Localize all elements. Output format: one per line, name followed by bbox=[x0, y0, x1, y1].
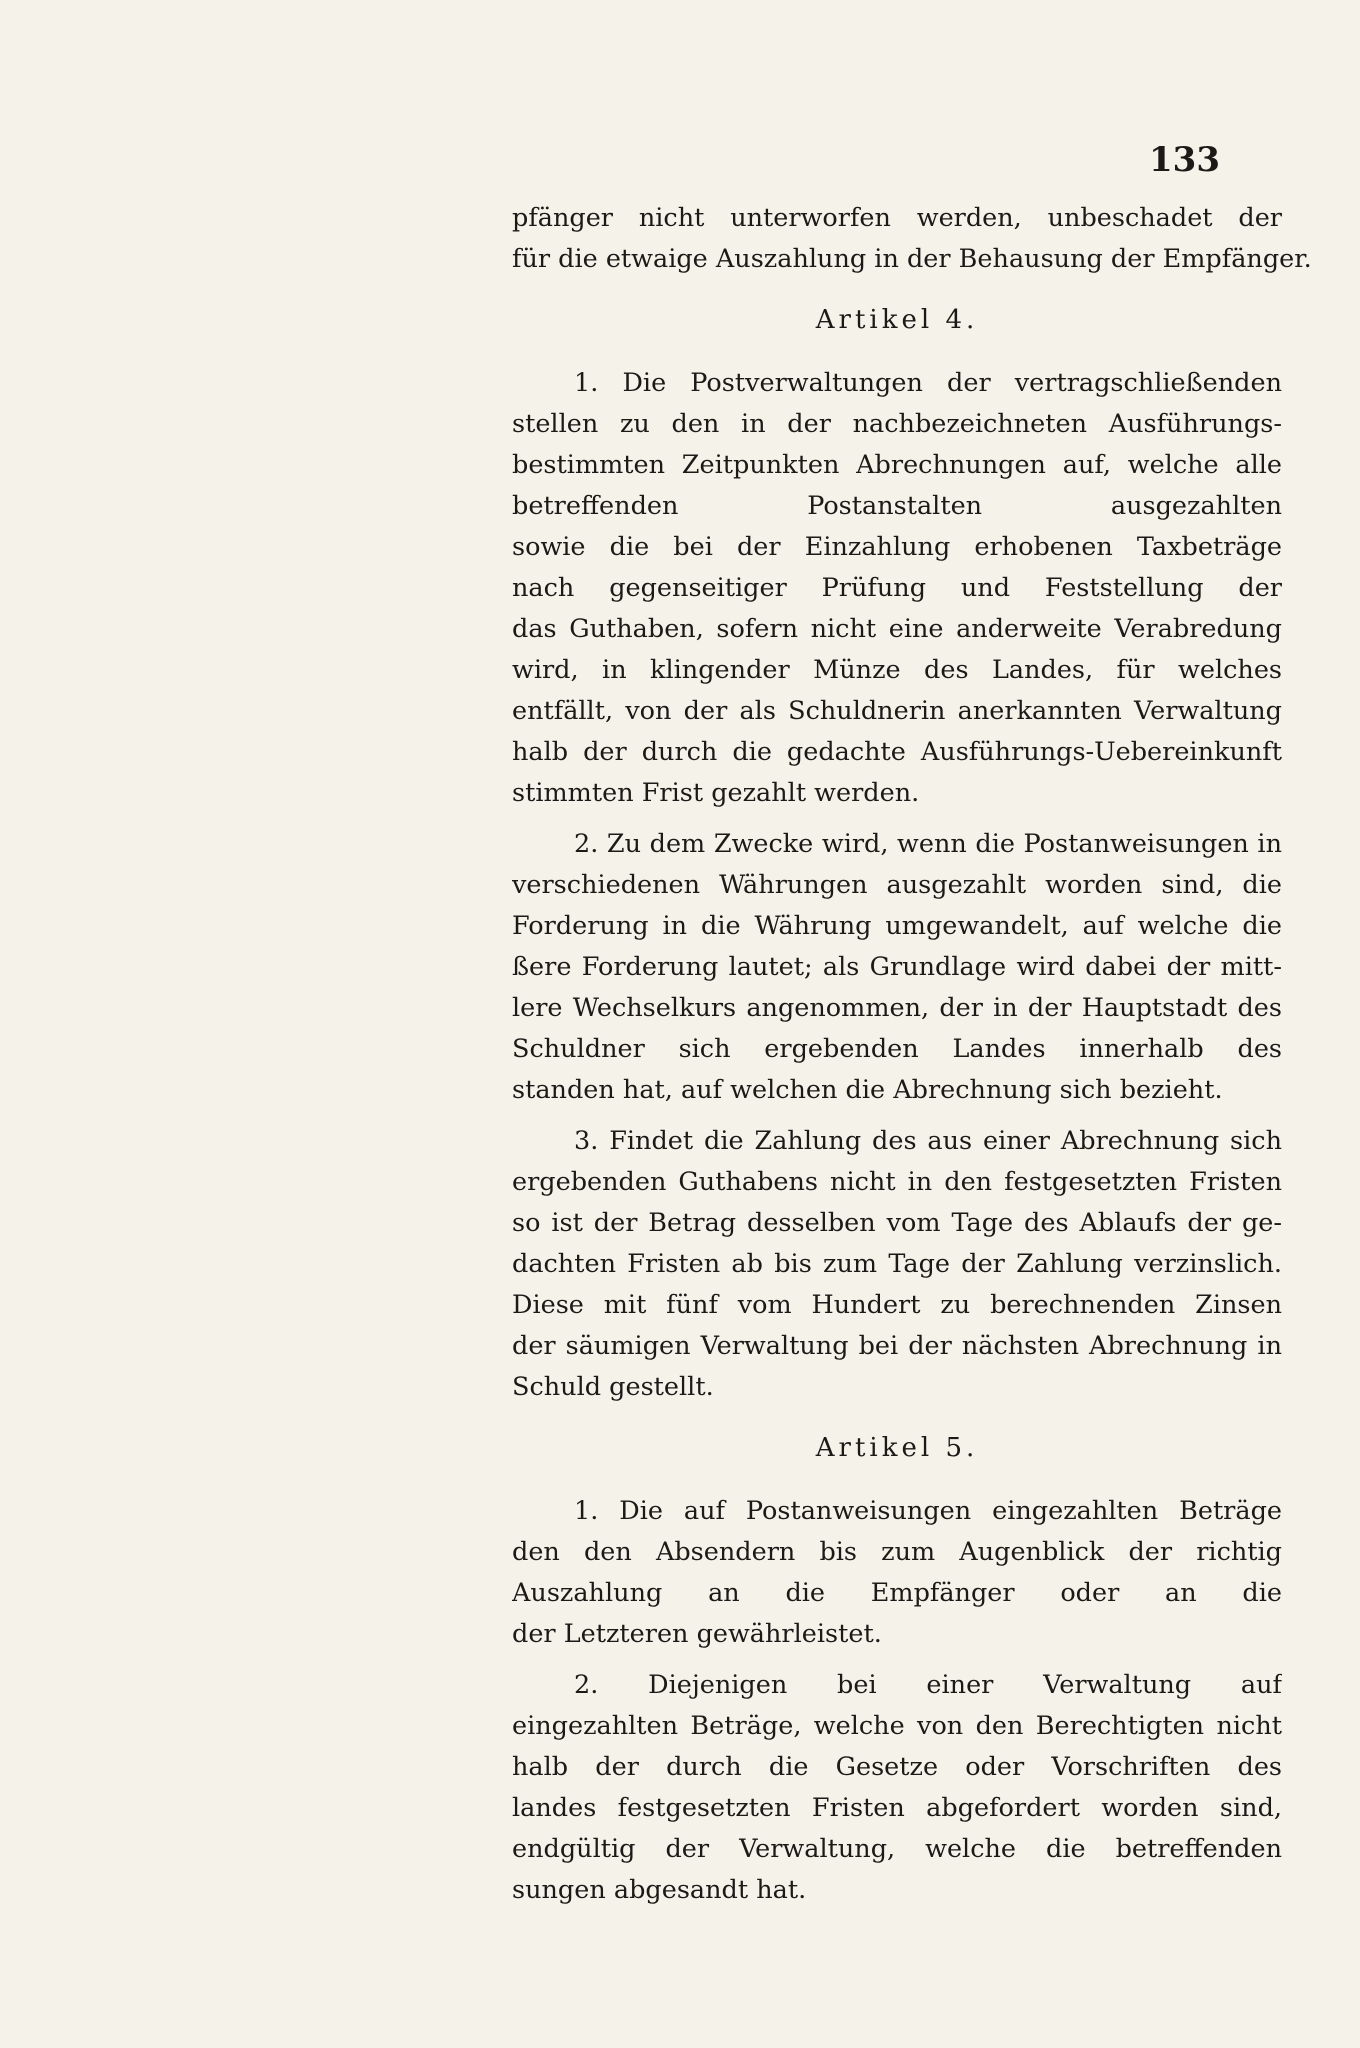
article-4-heading: Artikel 4. bbox=[815, 305, 979, 335]
text-line: für die etwaige Auszahlung in der Behausung der Empfänger. bbox=[512, 244, 1312, 274]
text-line: Schuld gestellt. bbox=[512, 1372, 714, 1402]
text-line: ßere Forderung lautet; als Grundlage wird dabei der mitt- bbox=[512, 952, 1282, 982]
text-line: sungen abgesandt hat. bbox=[512, 1875, 807, 1905]
text-line: 1. Die auf Postanweisungen eingezahlten Beträge bbox=[574, 1496, 1282, 1526]
paragraph-2 bbox=[512, 824, 1282, 1111]
text-line: endgültig der Verwaltung, welche die betreffenden bbox=[512, 1834, 1282, 1864]
article-5-body bbox=[512, 1491, 1282, 1911]
paragraph-3 bbox=[512, 1121, 1282, 1408]
text-line: 2. Zu dem Zwecke wird, wenn die Postanweisungen in bbox=[574, 829, 1282, 859]
text-line: pfänger nicht unterworfen werden, unbeschadet der bbox=[512, 203, 1282, 233]
text-line: nach gegenseitiger Prüfung und Feststellung der bbox=[512, 573, 1282, 603]
text-column bbox=[512, 198, 1312, 1921]
article-5-heading: Artikel 5. bbox=[815, 1433, 979, 1463]
text-line: der säumigen Verwaltung bei der nächsten Abrechnung in bbox=[512, 1331, 1282, 1361]
text-line: betreffenden Postanstalten ausgezahlten bbox=[512, 491, 1282, 521]
text-line: das Guthaben, sofern nicht eine anderweite Verabredung bbox=[512, 614, 1282, 644]
text-line: eingezahlten Beträge, welche von den Berechtigten nicht bbox=[512, 1711, 1282, 1741]
paragraph-1 bbox=[512, 363, 1282, 814]
text-line: 3. Findet die Zahlung des aus einer Abrechnung sich bbox=[574, 1126, 1282, 1156]
text-line: lere Wechselkurs angenommen, der in der Hauptstadt des bbox=[512, 993, 1282, 1023]
text-line: Forderung in die Währung umgewandelt, auf welche die bbox=[512, 911, 1282, 941]
text-line: sowie die bei der Einzahlung erhobenen Taxbeträge bbox=[512, 532, 1282, 562]
text-line: halb der durch die gedachte Ausführungs-Uebereinkunft bbox=[512, 737, 1282, 767]
text-line: wird, in klingender Münze des Landes, für welches bbox=[512, 655, 1282, 685]
text-line: Diese mit fünf vom Hundert zu berechnenden Zinsen bbox=[512, 1290, 1282, 1320]
article-4-body bbox=[512, 363, 1282, 1408]
text-line: dachten Fristen ab bis zum Tage der Zahlung verzinslich. bbox=[512, 1249, 1282, 1279]
text-line: halb der durch die Gesetze oder Vorschriften des bbox=[512, 1752, 1282, 1782]
text-line: der Letzteren gewährleistet. bbox=[512, 1619, 882, 1649]
text-line: 2. Diejenigen bei einer Verwaltung auf bbox=[574, 1670, 1282, 1700]
text-line: so ist der Betrag desselben vom Tage des Ablaufs der ge- bbox=[512, 1208, 1282, 1238]
page-number: 133 bbox=[1149, 140, 1220, 180]
text-line: ergebenden Guthabens nicht in den festgesetzten Fristen bbox=[512, 1167, 1282, 1197]
text-line: standen hat, auf welchen die Abrechnung sich bezieht. bbox=[512, 1075, 1223, 1105]
text-line: Auszahlung an die Empfänger oder an die bbox=[512, 1578, 1282, 1608]
text-line: 1. Die Postverwaltungen der vertragschließenden bbox=[574, 368, 1282, 398]
text-line: landes festgesetzten Fristen abgefordert worden sind, bbox=[512, 1793, 1282, 1823]
text-line: verschiedenen Währungen ausgezahlt worden sind, die bbox=[512, 870, 1282, 900]
text-line: bestimmten Zeitpunkten Abrechnungen auf, welche alle bbox=[512, 450, 1282, 480]
paragraph-2 bbox=[512, 1665, 1282, 1911]
text-line: stellen zu den in der nachbezeichneten Ausführungs- bbox=[512, 409, 1282, 439]
text-line: Schuldner sich ergebenden Landes innerhalb des bbox=[512, 1034, 1282, 1064]
text-line: den den Absendern bis zum Augenblick der richtig bbox=[512, 1537, 1282, 1567]
text-line: stimmten Frist gezahlt werden. bbox=[512, 778, 920, 808]
text-line: entfällt, von der als Schuldnerin anerkannten Verwaltung bbox=[512, 696, 1282, 726]
intro-paragraph bbox=[512, 198, 1312, 280]
paragraph-1 bbox=[512, 1491, 1282, 1655]
